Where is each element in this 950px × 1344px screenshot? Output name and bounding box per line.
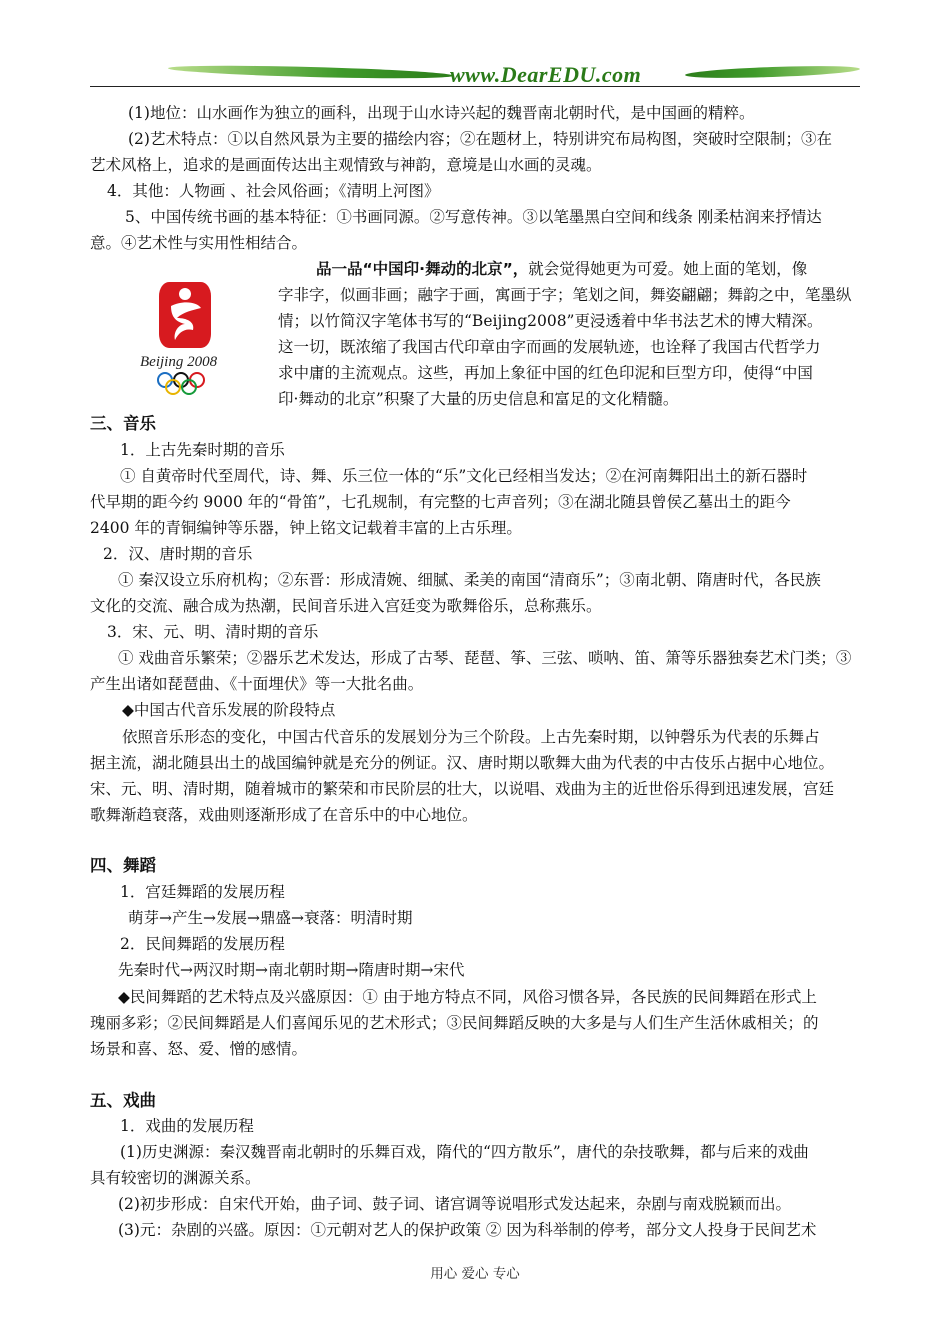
paragraph-line: 宋、元、明、清时期，随着城市的繁荣和市民阶层的壮大，以说唱、戏曲为主的近世俗乐得到迅速发展，宫廷 xyxy=(90,780,835,798)
paragraph-line: 艺术风格上，追求的是画面传达出主观情致与神韵，意境是山水画的灵魂。 xyxy=(90,156,602,174)
section-heading-opera: 五、戏曲 xyxy=(90,1091,156,1110)
paragraph-line: 2．民间舞蹈的发展历程 xyxy=(120,935,285,953)
paragraph-line: 这一切，既浓缩了我国古代印章由字而画的发展轨迹，也诠释了我国古代哲学力 xyxy=(278,338,821,356)
paragraph-line: (2)初步形成：自宋代开始，曲子词、鼓子词、诸宫调等说唱形式发达起来，杂剧与南戏脱颖而出。 xyxy=(118,1195,791,1213)
paragraph-line: 据主流，湖北随县出土的战国编钟就是充分的例证。汉、唐时期以歌舞大曲为代表的中古伎乐占据中心地位。 xyxy=(90,754,835,772)
paragraph-line: ① 戏曲音乐繁荣；②器乐艺术发达，形成了古琴、琵琶、筝、三弦、唢呐、笛、箫等乐器独奏艺术门类；③ xyxy=(118,649,852,667)
paragraph-line: 3．宋、元、明、清时期的音乐 xyxy=(107,623,319,641)
paragraph-line: (1)历史渊源：秦汉魏晋南北朝时的乐舞百戏，隋代的“四方散乐”，唐代的杂技歌舞，都与后来的戏曲 xyxy=(120,1143,809,1161)
paragraph-line: 情；以竹简汉字笔体书写的“Beijing2008”更浸透着中华书法艺术的博大精深。 xyxy=(278,312,823,330)
header-brush-left xyxy=(168,63,453,80)
paragraph-line: 具有较密切的渊源关系。 xyxy=(90,1169,261,1187)
paragraph-line xyxy=(316,259,807,279)
paragraph-line: 印·舞动的北京”积聚了大量的历史信息和富足的文化精髓。 xyxy=(278,390,679,408)
section-heading-music: 三、音乐 xyxy=(90,414,156,433)
paragraph-line: 1．戏曲的发展历程 xyxy=(120,1117,254,1135)
paragraph-line: 场景和喜、怒、爱、憎的感情。 xyxy=(90,1040,308,1058)
page-header xyxy=(90,58,860,88)
paragraph-line: (2)艺术特点：①以自然风景为主要的描绘内容；②在题材上，特别讲究布局构图，突破时空限制；③在 xyxy=(128,130,832,148)
header-site-name: www.DearEDU.com xyxy=(450,62,642,87)
paragraph-line: 代早期的距今约 9000 年的“骨笛”，七孔规制，有完整的七声音列；③在湖北随县曾侯乙墓出土的距今 xyxy=(90,493,791,511)
emblem-graphic xyxy=(135,278,245,398)
emphasis-text: 品一品“中国印·舞动的北京”， xyxy=(316,260,529,278)
emblem-text: Beijing 2008 xyxy=(140,354,218,370)
beijing-2008-emblem xyxy=(135,278,245,398)
header-brush-right xyxy=(685,64,860,80)
paragraph-line: ① 自黄帝时代至周代，诗、舞、乐三位一体的“乐”文化已经相当发达；②在河南舞阳出土的新石器时 xyxy=(120,467,808,485)
page-footer: 用心 爱心 专心 xyxy=(430,1266,520,1282)
paragraph-line: 2．汉、唐时期的音乐 xyxy=(103,545,253,563)
paragraph-line: ① 秦汉设立乐府机构；②东晋：形成清婉、细腻、柔美的南国“清商乐”；③南北朝、隋唐时代，各民族 xyxy=(118,571,821,589)
paragraph-line: 文化的交流、融合成为热潮，民间音乐进入宫廷变为歌舞俗乐，总称燕乐。 xyxy=(90,597,602,615)
paragraph-line: 1．上古先秦时期的音乐 xyxy=(120,441,285,459)
paragraph-line: 依照音乐形态的变化，中国古代音乐的发展划分为三个阶段。上古先秦时期，以钟磬乐为代表的乐舞占 xyxy=(122,728,820,746)
paragraph-line: 4．其他：人物画 、社会风俗画；《清明上河图》 xyxy=(107,182,440,200)
paragraph-line: 歌舞渐趋衰落，戏曲则逐渐形成了在音乐中的中心地位。 xyxy=(90,806,478,824)
paragraph-line: 萌芽→产生→发展→鼎盛→衰落：明清时期 xyxy=(128,909,413,927)
paragraph-line: 1．宫廷舞蹈的发展历程 xyxy=(120,883,285,901)
paragraph-line: ◆中国古代音乐发展的阶段特点 xyxy=(122,701,336,719)
paragraph-line: 5、中国传统书画的基本特征：①书画同源。②写意传神。③以笔墨黑白空间和线条 刚柔枯润来抒情达 xyxy=(125,208,822,226)
paragraph-line: 2400 年的青铜编钟等乐器，钟上铭文记载着丰富的上古乐理。 xyxy=(90,519,522,537)
paragraph-text: 就会觉得她更为可爱。她上面的笔划，像 xyxy=(528,260,808,278)
paragraph-line: 先秦时代→两汉时期→南北朝时期→隋唐时期→宋代 xyxy=(118,961,465,979)
paragraph-line: 意。④艺术性与实用性相结合。 xyxy=(90,234,308,252)
paragraph-line: (1)地位：山水画作为独立的画科，出现于山水诗兴起的魏晋南北朝时代，是中国画的精粹。 xyxy=(128,104,755,122)
paragraph-line: 求中庸的主流观点。这些，再加上象征中国的红色印泥和巨型方印，使得“中国 xyxy=(278,364,813,382)
paragraph-line: 字非字，似画非画；融字于画，寓画于字；笔划之间，舞姿翩翩；舞韵之中，笔墨纵 xyxy=(278,286,852,304)
paragraph-line: (3)元：杂剧的兴盛。原因：①元朝对艺人的保护政策 ② 因为科举制的停考，部分文人投身于民间艺术 xyxy=(118,1221,817,1239)
header-rule xyxy=(90,86,860,87)
paragraph-line: 产生出诸如琵琶曲、《十面埋伏》等一大批名曲。 xyxy=(90,675,424,693)
paragraph-line: ◆民间舞蹈的艺术特点及兴盛原因：① 由于地方特点不同，风俗习惯各异，各民族的民间舞蹈在形式上 xyxy=(118,988,817,1006)
paragraph-line: 瑰丽多彩；②民间舞蹈是人们喜闻乐见的艺术形式；③民间舞蹈反映的大多是与人们生产生活休戚相关；的 xyxy=(90,1014,819,1032)
section-heading-dance: 四、舞蹈 xyxy=(90,856,156,875)
